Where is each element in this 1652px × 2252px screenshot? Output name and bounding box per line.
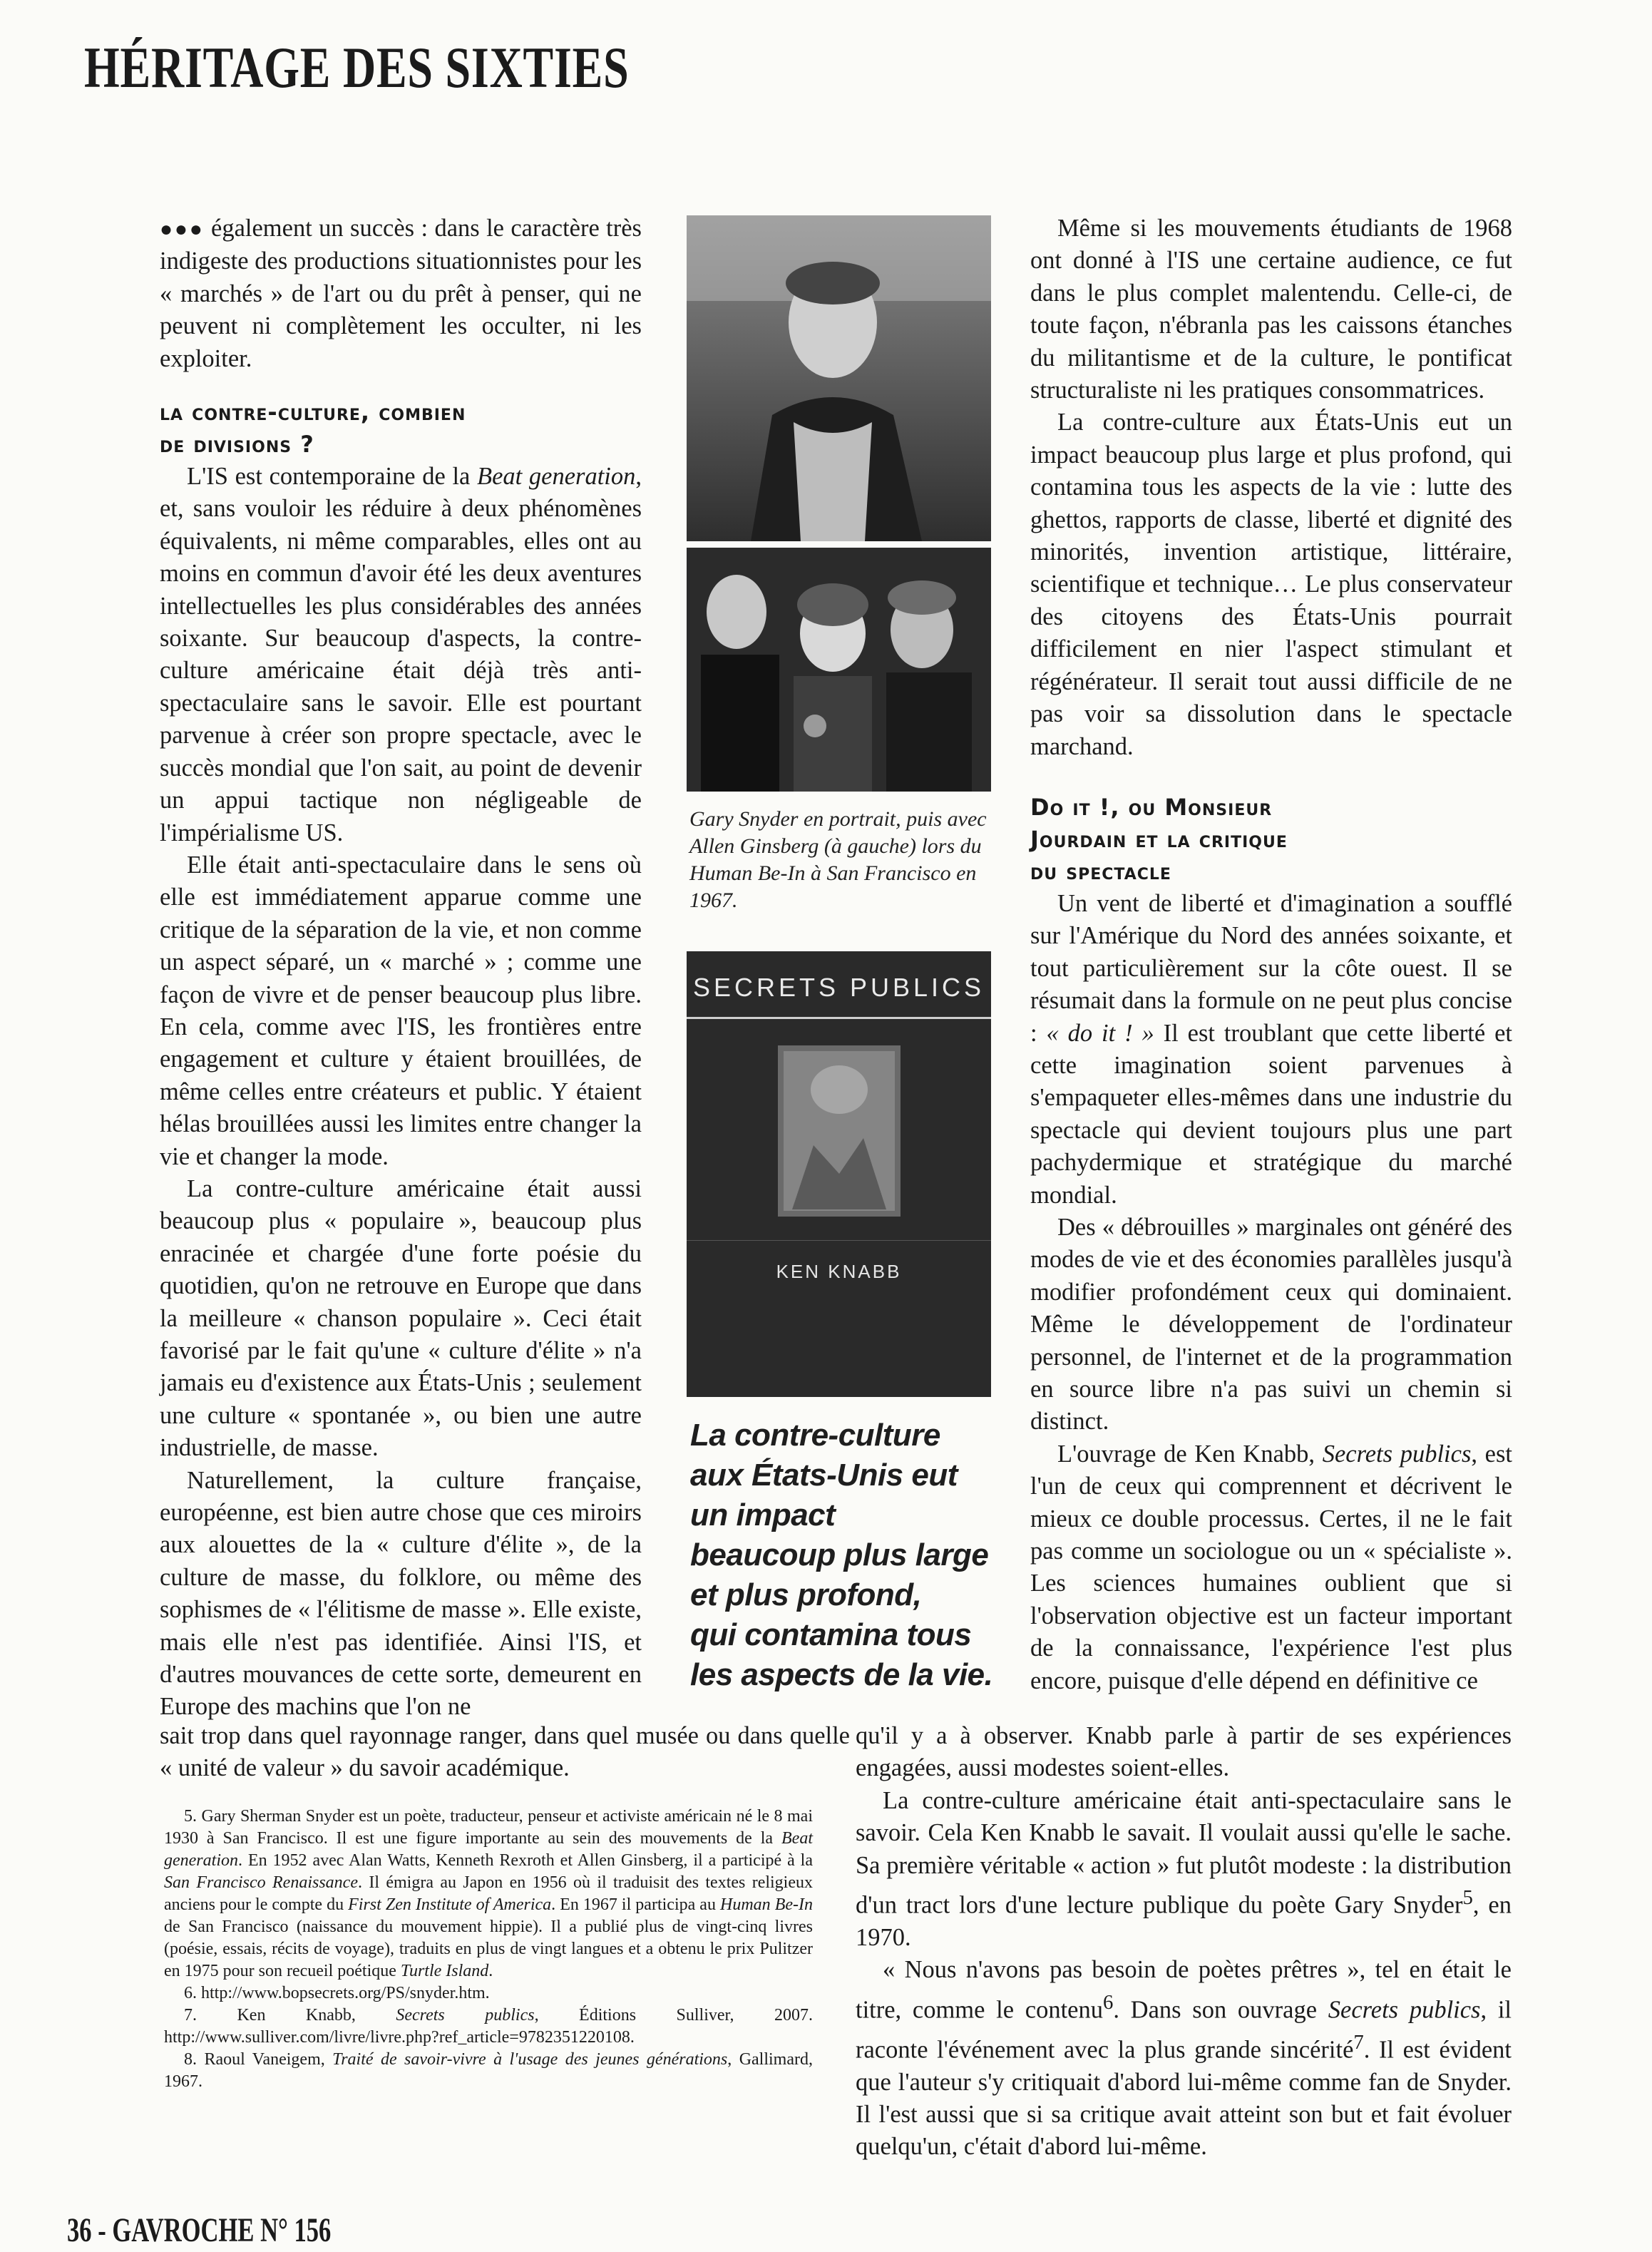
footnote-7: 7. Ken Knabb, Secrets publics, Éditions Sulliver, 2007. http://www.sulliver.com/livre/livre.php?ref_article=9782351220108. [164, 2006, 814, 2047]
book-title: SECRETS PUBLICS [692, 973, 985, 1002]
photo-snyder-ginsberg [687, 548, 991, 792]
portrait-image [687, 215, 991, 541]
paragraph: La contre-culture américaine était anti-spectaculaire sans le savoir. Cela Ken Knabb le savait. Il voulait aussi qu'elle le sache. Sa première véritable « action » fut plutôt modeste : la distribution d'un tract lors d'une lecture publique du poète Gary Snyder$^5$, en 1970. [856, 1786, 1512, 1951]
divider [687, 1240, 991, 1241]
left-column-tail: sait trop dans quel rayonnage ranger, dans quel musée ou dans quelle « unité de valeur » du savoir académique. [160, 1722, 850, 1782]
paragraph: La contre-culture aux États-Unis eut un impact beaucoup plus large et plus profond, qui contamina tous les aspects de la vie : lutte des ghettos, rapports de classe, liberté et dignité des minorités, invention artistique, littéraire, scientifique et technique… Le plus conservateur des citoyens des États-Unis pourrait difficilement en nier l'aspect stimulant et régénérateur. Il serait tout aussi difficile de ne pas voir sa dissolution dans le spectacle marchand. [1030, 409, 1512, 760]
page-footer: 36 - GAVROCHE N° 156 [67, 2211, 332, 2249]
footnote-6: 6. http://www.bopsecrets.org/PS/snyder.htm. [184, 1984, 490, 2002]
footnote-8: 8. Raoul Vaneigem, Traité de savoir-vivre à l'usage des jeunes générations, Gallimard, 1967. [164, 2050, 813, 2091]
photo-gary-snyder-portrait [687, 215, 991, 541]
paragraph: Un vent de liberté et d'imagination a soufflé sur l'Amérique du Nord des années soixante, et tout particulièrement sur la côte ouest. Il se résumait dans la formule on ne peut plus concise : « do it ! » Il est troublant que cette liberté et cette imagination soient parvenues à s'empaqueter elles-mêmes dans une industrie du spectacle qui devient toujours plus une part pachydermique et stratégique du marché mondial. [1030, 889, 1512, 1209]
paragraph: Des « débrouilles » marginales ont généré des modes de vie et des économies parallèles jusqu'à modifier profondément ceux qui dominaient. Même le développement de l'ordinateur personnel, de l'internet et de la programmation en source libre n'a pas suivi un chemin si distinct. [1030, 1213, 1512, 1435]
divider [687, 1017, 991, 1019]
book-cover-secrets-publics [687, 951, 991, 1397]
page-header-title: HÉRITAGE DES SIXTIES [84, 35, 630, 100]
photo-caption: Gary Snyder en portrait, puis avec Allen Ginsberg (à gauche) lors du Human Be-In à San Francisco en 1967. [689, 807, 987, 912]
paragraph: « Nous n'avons pas besoin de poètes prêtres », tel en était le titre, comme le contenu$^6$. Dans son ouvrage Secrets publics, il raconte l'événement avec la plus grande sincérité$^7$. Il est évident que l'auteur s'y critiquait d'abord lui-même comme fan de Snyder. Il l'est aussi que si sa critique avait atteint son but et fait évoluer quelqu'un, c'était d'abord lui-même. [856, 1956, 1512, 2161]
paragraph: L'ouvrage de Ken Knabb, Secrets publics, est l'un de ceux qui comprennent et décrivent le mieux ce double processus. Certes, il ne le fait pas comme un sociologue ou un « spécialiste ». Les sciences humaines oublient que si l'observation objective est un facteur important de la connaissance, l'expérience l'est plus encore, puisque d'elle dépend en définitive ce [1030, 1440, 1512, 1694]
book-author: KEN KNABB [776, 1261, 902, 1282]
book-cover-artwork [778, 1045, 901, 1217]
footnotes [164, 1806, 813, 2093]
paragraph: La contre-culture américaine était aussi beaucoup plus « populaire », beaucoup plus enracinée et chargée d'une forte poésie du quotidien, qu'on ne retrouve en Europe que dans la meilleure « chanson populaire ». Ceci était favorisé par le fait qu'une « culture d'élite » n'a jamais eu d'existence aux États-Unis ; seulement une culture « spontanée », ou bien une autre industrielle, de masse. [160, 1174, 642, 1462]
paragraph: Naturellement, la culture française, européenne, est bien autre chose que ces miroirs aux alouettes de la « culture d'élite », de la culture de masse, du folklore, ou même des sophismes de « l'élitisme de masse ». Elle existe, mais elle n'est pas identifiée. Ainsi l'IS, et d'autres mouvances de cette sorte, demeurent en Europe des machins que l'on ne [160, 1466, 642, 1721]
footnote-5: 5. Gary Sherman Snyder est un poète, traducteur, penseur et activiste américain né le 8 mai 1930 à San Francisco. Il est une figure importante au sein des mouvements de la Beat generation. En 1952 avec Alan Watts, Kenneth Rexroth et Allen Ginsberg, il a participé à la San Francisco Renaissance. Il émigra au Japon en 1956 où il traduisit des textes religieux anciens pour le compte du First Zen Institute of America. En 1967 il participa au Human Be-In de San Francisco (naissance du mouvement hippie). Il a publié plus de vingt-cinq livres (poésie, essais, récits de voyage), traduits en plus de vingt langues et a obtenu le prix Pulitzer en 1975 pour son recueil poétique Turtle Island. [164, 1807, 814, 1980]
pull-quote: La contre-culture aux États-Unis eut un impact beaucoup plus large et plus profond, qui contamina tous les aspects de la vie. [690, 1418, 993, 1692]
continuation-dots: ●●● [160, 217, 205, 241]
paragraph: Même si les mouvements étudiants de 1968 ont donné à l'IS une certaine audience, ce fut dans le plus complet malentendu. Celle-ci, de toute façon, n'ébranla pas les caissons étanches du militantisme et de la culture, le pontificat structuraliste ni les pratiques consommatrices. [1030, 215, 1512, 404]
section-heading-do-it: Do it !, ou Monsieur Jourdain et la critique du spectacle [1030, 793, 1288, 885]
human-be-in-image [687, 548, 991, 792]
intro-paragraph: ●●● également un succès : dans le caractère très indigeste des productions situationnistes pour les « marchés » de l'art ou du prêt à penser, qui ne peuvent ni complètement les occulter, ni les exploiter. [160, 215, 642, 372]
left-column [160, 213, 642, 1724]
right-column [1030, 213, 1512, 1697]
paragraph: Elle était anti-spectaculaire dans le sens où elle est immédiatement apparue comme une critique de la séparation de la vie, et non comme un aspect séparé, un « marché » ; comme une façon de vivre et de penser beaucoup plus libre. En cela, comme avec l'IS, les frontières entre engagement et culture y étaient brouillées, de même celles entre créateurs et public. Y étaient hélas brouillées aussi les limites entre changer la vie et changer la mode. [160, 851, 642, 1170]
paragraph: L'IS est contemporaine de la Beat generation, et, sans vouloir les réduire à deux phénomènes équivalents, ni même comparables, elles ont au moins en commun d'avoir été les deux aventures intellectuelles les plus considérables des années soixante. Sur beaucoup d'aspects, la contre-culture américaine était déjà très anti-spectaculaire sans le savoir. Elle est pourtant parvenue à créer son propre spectacle, avec le succès mondial que l'on sait, au point de devenir un appui tactique non négligeable de l'impérialisme US. [160, 463, 642, 846]
section-heading-contre-culture: la contre-culture, combien de divisions ? [160, 399, 466, 459]
right-column-lower: qu'il y a à observer. Knabb parle à partir de ses expériences engagées, aussi modestes soient-elles. La contre-culture américaine était anti-spectaculaire sans le savoir. Cela Ken Knabb le savait. Il voulait aussi qu'elle le sache. Sa première véritable « action » fut plutôt modeste : la distribution d'un tract lors d'une lecture publique du poète Gary Snyder$^5$, en 1970. « Nous n'avons pas besoin de poètes prêtres », tel en était le titre, comme le contenu$^6$. Dans son ouvrage Secrets publics, il raconte l'événement avec la plus grande sincérité$^7$. Il est évident que l'auteur s'y critiquait d'abord lui-même comme fan de Snyder. Il l'est aussi que si sa critique avait atteint son but et fait évoluer quelqu'un, c'était d'abord lui-même. [856, 1720, 1512, 2164]
